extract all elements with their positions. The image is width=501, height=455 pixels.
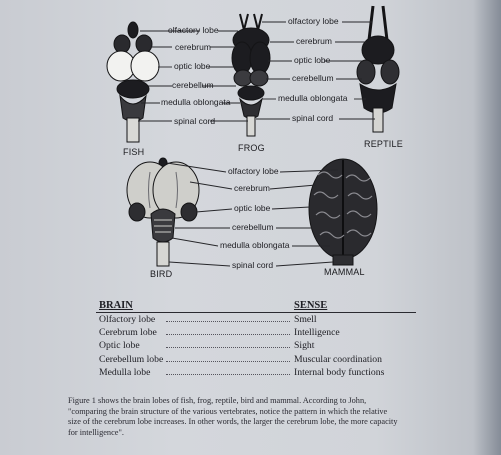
caption-line: size of the cerebrum lobe increases. In other words, the larger the cerebrum lobe, the more capacity bbox=[68, 417, 398, 427]
part-label-olfactory-lobe: olfactory lobe bbox=[168, 25, 219, 35]
sense-cell: Muscular coordination bbox=[294, 353, 382, 365]
part-label-olfactory-lobe: olfactory lobe bbox=[288, 16, 339, 26]
fish-brain-drawing bbox=[107, 22, 159, 142]
part-label-cerebrum: cerebrum bbox=[175, 42, 211, 52]
table-row bbox=[96, 327, 418, 340]
dot-leader bbox=[166, 374, 290, 375]
part-label-cerebellum: cerebellum bbox=[172, 80, 214, 90]
part-label-spinal-cord: spinal cord bbox=[292, 113, 334, 123]
dot-leader bbox=[166, 347, 290, 348]
part-label-optic-lobe: optic lobe bbox=[174, 61, 211, 71]
part-label-medulla-oblongata: medulla oblongata bbox=[161, 97, 231, 107]
part-label-cerebrum: cerebrum bbox=[296, 36, 332, 46]
header-brain: BRAIN bbox=[99, 300, 133, 311]
figure-caption bbox=[68, 396, 458, 438]
frog-label: FROG bbox=[238, 143, 265, 153]
reptile-brain-drawing bbox=[357, 6, 399, 132]
lobe-cell: Medulla lobe bbox=[99, 366, 151, 378]
part-label-optic-lobe: optic lobe bbox=[294, 55, 331, 65]
dot-leader bbox=[166, 361, 290, 362]
part-label-spinal-cord: spinal cord bbox=[174, 116, 216, 126]
bird-label: BIRD bbox=[150, 269, 173, 279]
mammal-brain-drawing bbox=[309, 159, 377, 265]
dot-leader bbox=[166, 321, 290, 322]
part-label-medulla-oblongata: medulla oblongata bbox=[278, 93, 348, 103]
bird-brain-drawing bbox=[127, 158, 199, 266]
part-label-optic-lobe: optic lobe bbox=[234, 203, 271, 213]
table-row bbox=[96, 314, 418, 327]
caption-line: for intelligence". bbox=[68, 427, 124, 437]
dot-leader bbox=[166, 334, 290, 335]
sense-cell: Smell bbox=[294, 314, 317, 325]
lobe-cell: Olfactory lobe bbox=[99, 314, 156, 325]
caption-line: "comparing the brain structure of the various vertebrates, notice the pattern in which the relative bbox=[68, 406, 388, 416]
table-row bbox=[96, 340, 418, 353]
part-label-medulla-oblongata: medulla oblongata bbox=[220, 240, 290, 250]
part-label-olfactory-lobe: olfactory lobe bbox=[228, 166, 279, 176]
part-label-cerebellum: cerebellum bbox=[232, 222, 274, 232]
header-sense: SENSE bbox=[294, 300, 328, 311]
lobe-cell: Optic lobe bbox=[99, 340, 140, 352]
lobe-cell: Cerebrum lobe bbox=[99, 327, 157, 339]
part-label-cerebellum: cerebellum bbox=[292, 73, 334, 83]
table-row bbox=[96, 367, 418, 380]
lobe-cell: Cerebellum lobe bbox=[99, 353, 164, 365]
fish-label: FISH bbox=[123, 147, 145, 157]
sense-cell: Intelligence bbox=[294, 327, 340, 339]
sense-cell: Internal body functions bbox=[294, 366, 385, 378]
part-label-spinal-cord: spinal cord bbox=[232, 260, 274, 270]
caption-line: Figure 1 shows the brain lobes of fish, frog, reptile, bird and mammal. According to John, bbox=[68, 396, 367, 405]
reptile-label: REPTILE bbox=[364, 139, 403, 149]
table-row bbox=[96, 354, 418, 367]
header-divider bbox=[96, 312, 416, 313]
brain-sense-table bbox=[96, 300, 418, 380]
part-label-cerebrum: cerebrum bbox=[234, 183, 270, 193]
table-header bbox=[96, 300, 418, 312]
sense-cell: Sight bbox=[294, 340, 315, 352]
frog-brain-drawing bbox=[232, 14, 270, 136]
mammal-label: MAMMAL bbox=[324, 267, 365, 277]
